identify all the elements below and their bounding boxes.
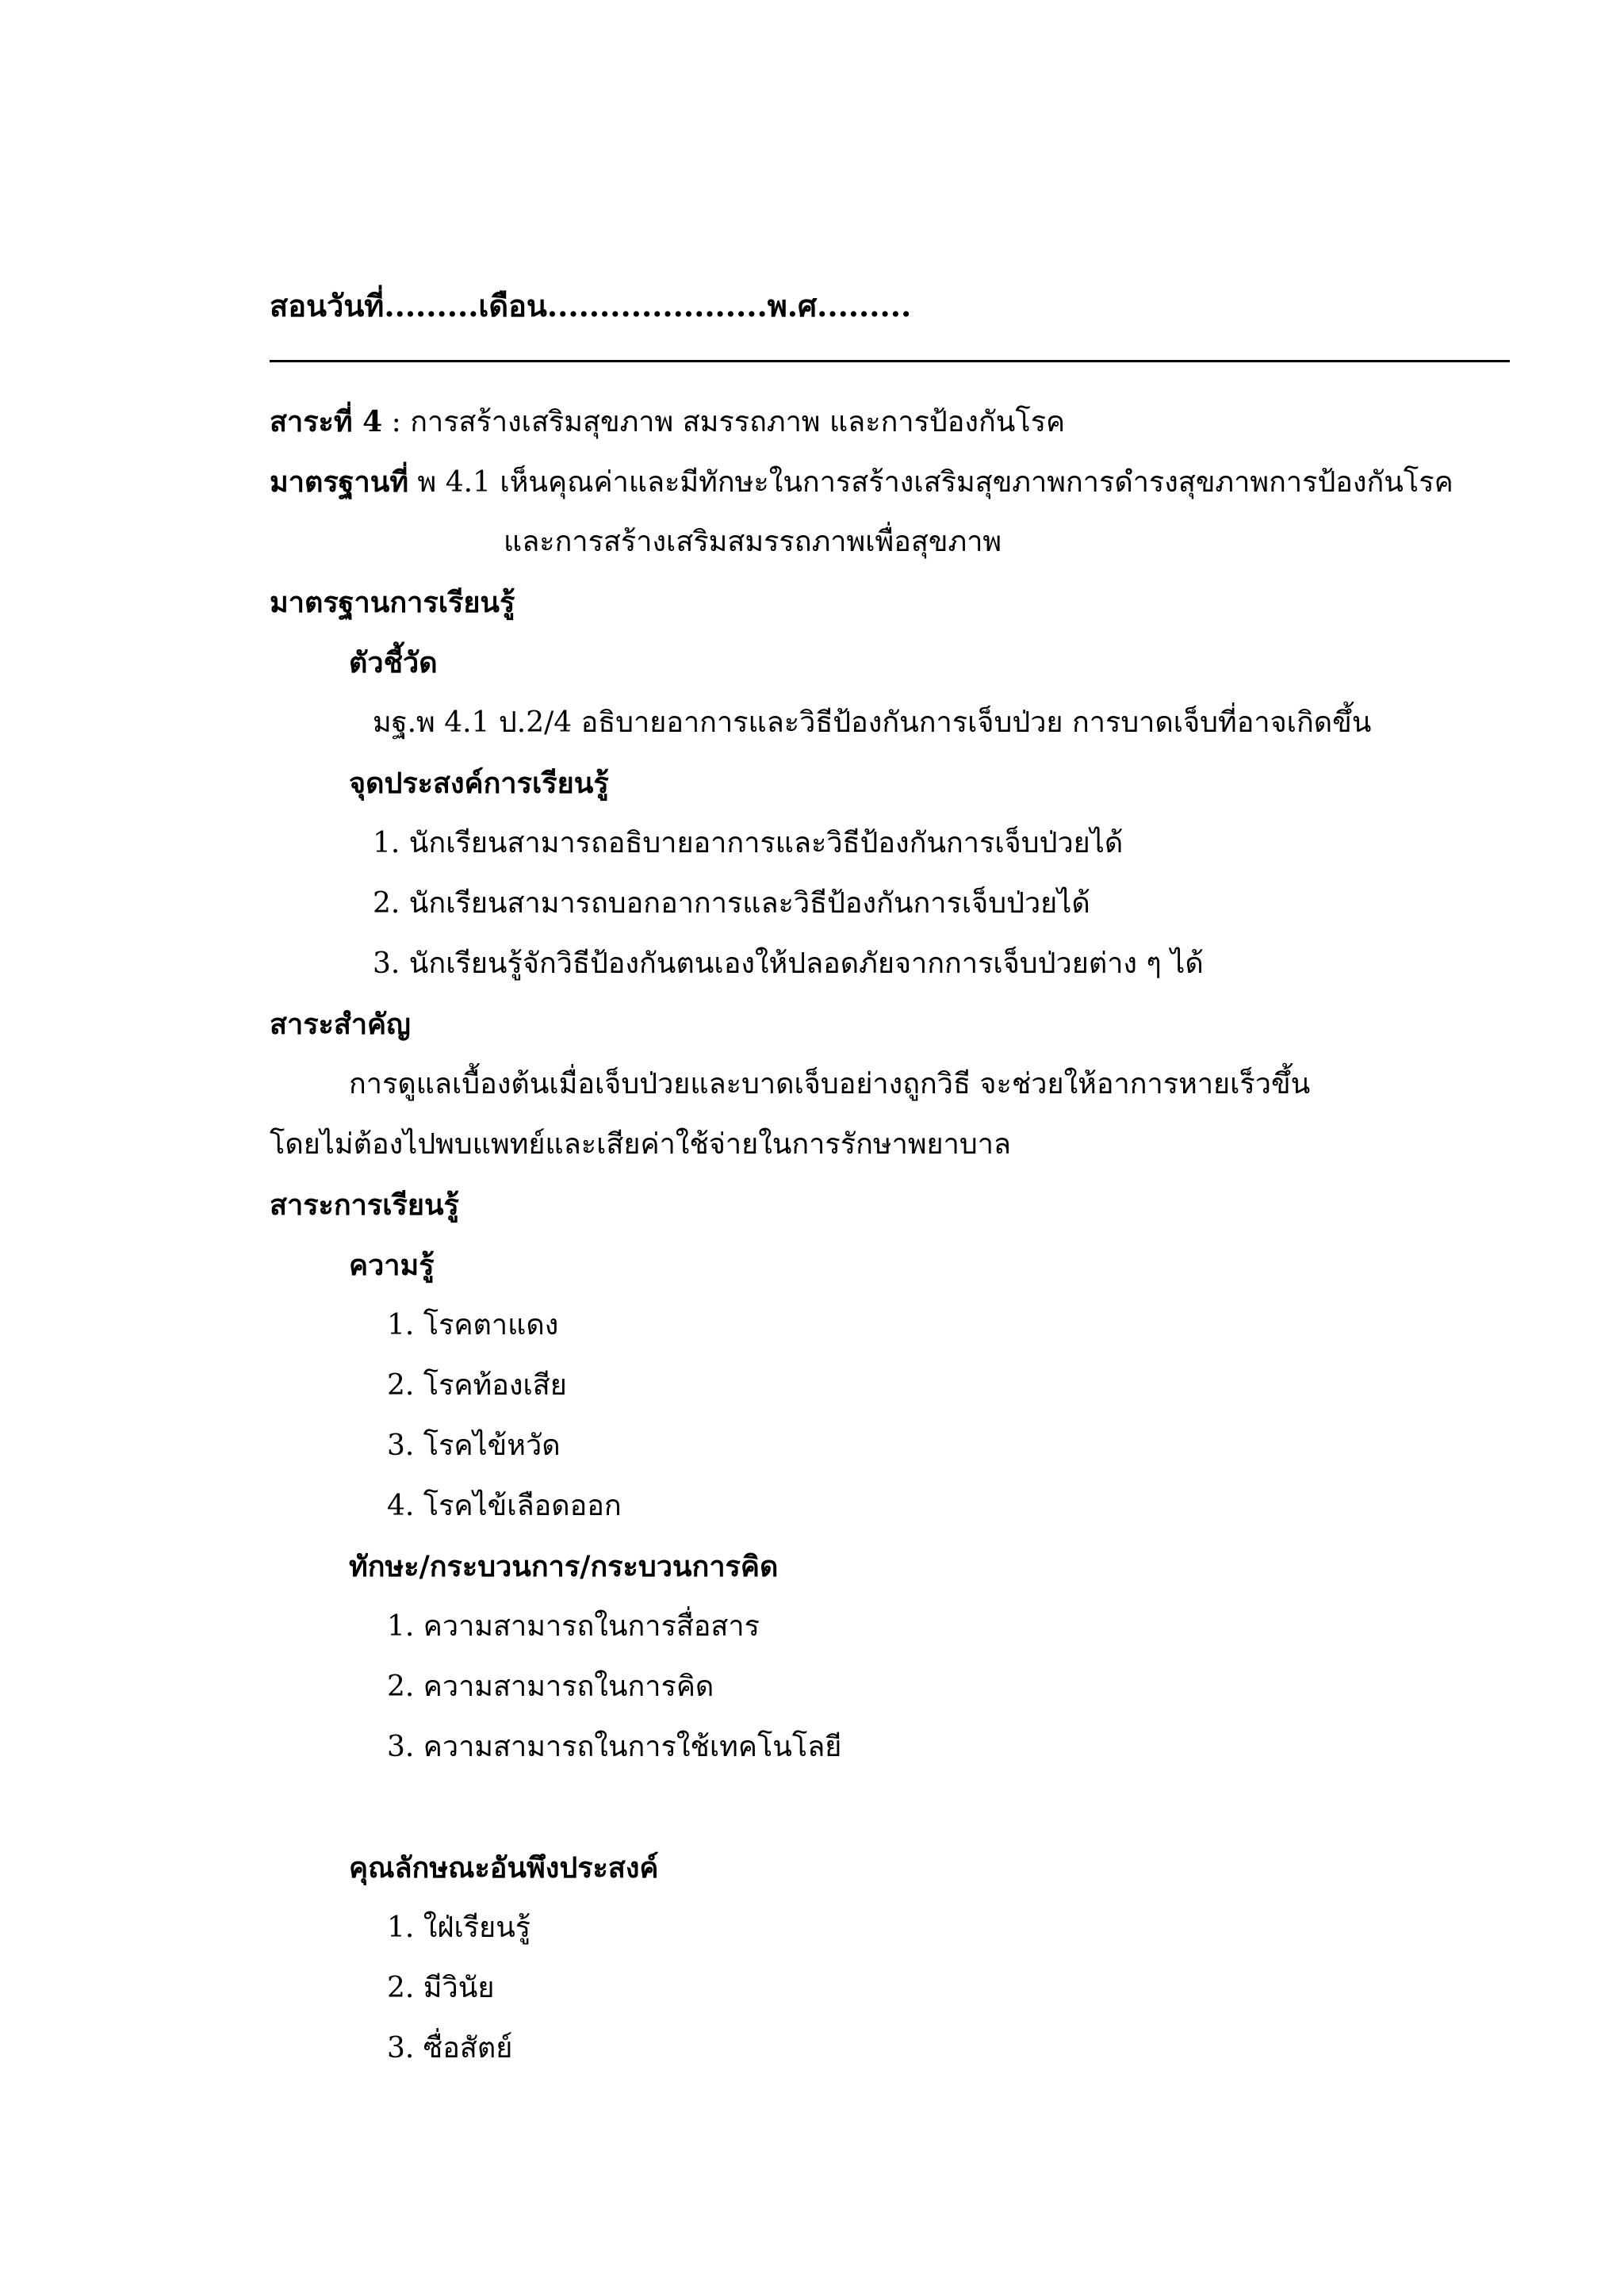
key-concept-line-1: การดูแลเบื้องต้นเมื่อเจ็บป่วยและบาดเจ็บอย่างถูกวิธี จะช่วยให้อาการหายเร็วขึ้น <box>349 1068 1311 1100</box>
objectives-heading: จุดประสงค์การเรียนรู้ <box>349 767 609 800</box>
trait-item: 1. ใฝ่เรียนรู้ <box>387 1911 531 1944</box>
teaching-date-line: สอนวันที่.........เดือน.....................พ.ศ......... <box>270 288 912 323</box>
key-concept-heading: สาระสำคัญ <box>270 1008 411 1041</box>
trait-item: 2. มีวินัย <box>387 1972 495 2004</box>
strand-text: : การสร้างเสริมสุขภาพ สมรรถภาพ และการป้องกันโรค <box>391 406 1066 438</box>
standard-text-1: พ 4.1 เห็นคุณค่าและมีทักษะในการสร้างเสริมสุขภาพการดำรงสุขภาพการป้องกันโรค <box>417 466 1454 499</box>
header-divider <box>270 360 1510 362</box>
knowledge-item: 4. โรคไข้เลือดออก <box>387 1490 622 1522</box>
objective-item: 2. นักเรียนสามารถบอกอาการและวิธีป้องกันการเจ็บป่วยได้ <box>373 887 1090 920</box>
key-concept-line-2: โดยไม่ต้องไปพบแพทย์และเสียค่าใช้จ่ายในการรักษาพยาบาล <box>270 1128 1011 1161</box>
knowledge-item: 3. โรคไข้หวัด <box>387 1429 561 1462</box>
strand-label: สาระที่ 4 <box>270 405 383 438</box>
indicator-text: มฐ.พ 4.1 ป.2/4 อธิบายอาการและวิธีป้องกันการเจ็บป่วย การบาดเจ็บที่อาจเกิดขึ้น <box>373 706 1372 739</box>
learning-standard-heading: มาตรฐานการเรียนรู้ <box>270 586 515 619</box>
skill-item: 1. ความสามารถในการสื่อสาร <box>387 1610 760 1643</box>
knowledge-item: 2. โรคท้องเสีย <box>387 1369 567 1402</box>
knowledge-heading: ความรู้ <box>349 1249 435 1282</box>
knowledge-item: 1. โรคตาแดง <box>387 1309 559 1341</box>
skill-item: 3. ความสามารถในการใช้เทคโนโลยี <box>387 1731 842 1763</box>
content-heading: สาระการเรียนรู้ <box>270 1188 459 1222</box>
skills-heading: ทักษะ/กระบวนการ/กระบวนการคิด <box>349 1550 779 1583</box>
standard-line <box>270 463 1454 502</box>
trait-item: 3. ซื่อสัตย์ <box>387 2032 513 2064</box>
objective-item: 1. นักเรียนสามารถอธิบายอาการและวิธีป้องกันการเจ็บป่วยได้ <box>373 827 1124 859</box>
objective-item: 3. นักเรียนรู้จักวิธีป้องกันตนเองให้ปลอดภัยจากการเจ็บป่วยต่าง ๆ ได้ <box>373 947 1204 980</box>
standard-text-2: และการสร้างเสริมสมรรถภาพเพื่อสุขภาพ <box>504 526 1002 558</box>
standard-label: มาตรฐานที่ <box>270 465 409 499</box>
skill-item: 2. ความสามารถในการคิด <box>387 1670 714 1703</box>
strand-line <box>270 403 1065 442</box>
traits-heading: คุณลักษณะอันพึงประสงค์ <box>349 1851 659 1885</box>
indicator-heading: ตัวชี้วัด <box>349 646 438 679</box>
